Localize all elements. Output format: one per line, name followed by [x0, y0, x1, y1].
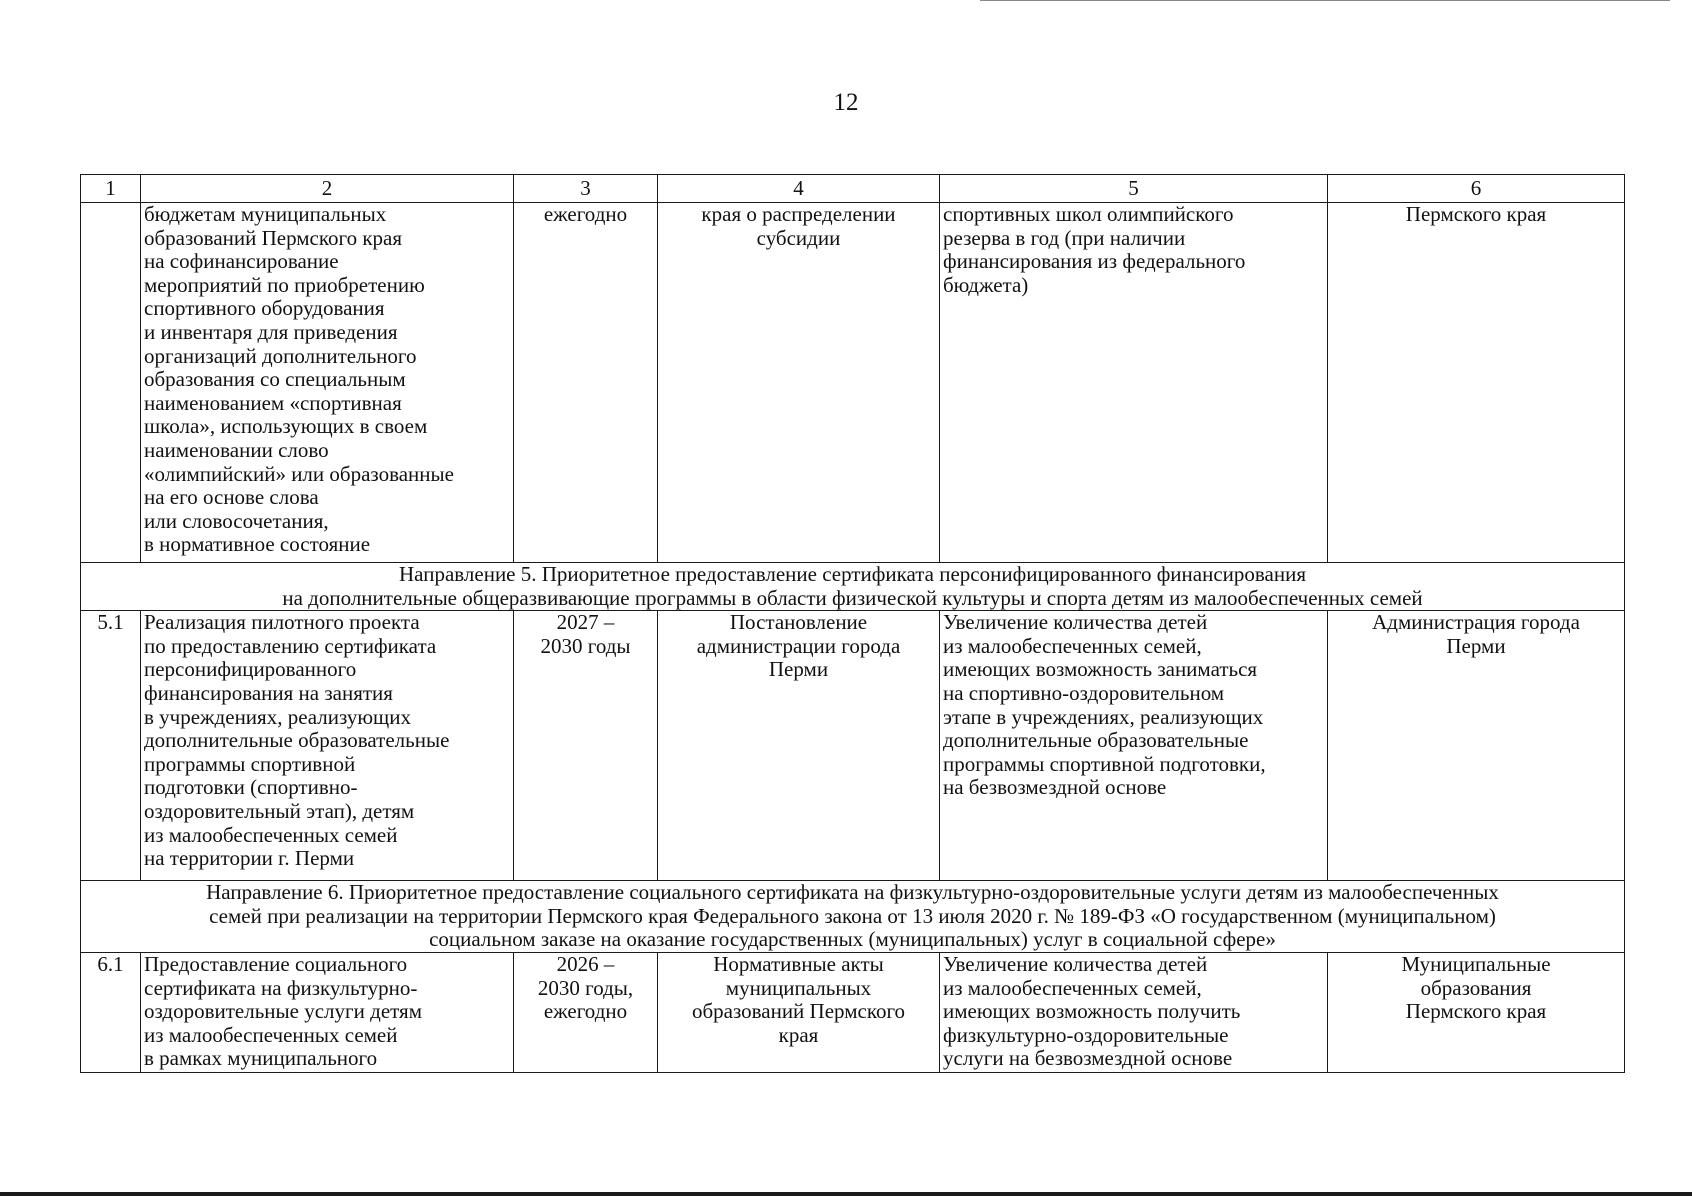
section-6-heading: [81, 881, 1625, 953]
cell-deadline: [514, 203, 658, 563]
measure-text-line: по предоставлению сертификата: [144, 633, 437, 658]
cell-responsible: [1328, 611, 1625, 881]
measure-text-line: Реализация пилотного проекта: [144, 610, 420, 635]
responsible-text-line: Перми: [1446, 633, 1506, 658]
measure-text-line: наименовании слово: [144, 437, 329, 462]
cell-responsible: [1328, 203, 1625, 563]
page-number: 12: [833, 89, 859, 116]
responsible-text-line: Пермского края: [1405, 999, 1547, 1024]
cell-result: [940, 952, 1328, 1072]
measure-text-line: мероприятий по приобретению: [144, 272, 425, 297]
result-text-line: резерва в год (при наличии: [943, 225, 1186, 250]
measure-text-line: или словосочетания,: [144, 508, 329, 533]
section-6-heading-line: Направление 6. Приоритетное предоставление социального сертификата на физкультурно-оздоровительные услуги детям из малообеспеченных: [206, 880, 1499, 905]
responsible-text-line: образования: [1420, 975, 1532, 1000]
document-text-line: муниципальных: [725, 975, 872, 1000]
cell-measure: [141, 952, 514, 1072]
header-col-3: 3: [514, 175, 658, 203]
deadline-text-line: 2027 –: [556, 610, 615, 635]
measure-text-line: в нормативное состояние: [144, 532, 371, 557]
result-text-line: Увеличение количества детей: [943, 952, 1208, 976]
table-row-6-1: [81, 952, 1625, 1072]
result-text-line: этапе в учреждениях, реализующих: [943, 704, 1264, 729]
result-text-line: Увеличение количества детей: [943, 610, 1208, 635]
deadline-text-line: 2026 –: [556, 952, 615, 976]
document-text-line: края: [778, 1022, 819, 1047]
cell-document: [658, 952, 940, 1072]
result-text-line: дополнительные образовательные: [943, 728, 1249, 753]
cell-result: [940, 203, 1328, 563]
measure-text-line: из малообеспеченных семей: [144, 822, 398, 847]
measure-text-line: из малообеспеченных семей: [144, 1022, 398, 1047]
section-6-heading-line: семей при реализации на территории Пермского края Федерального закона от 13 июля 2020 г. № 189-ФЗ «О государственном (муниципальном): [209, 903, 1496, 928]
result-text-line: услуги на безвозмездной основе: [943, 1046, 1233, 1071]
measure-text-line: и инвентаря для приведения: [144, 319, 398, 344]
measure-text-line: финансирования на занятия: [144, 680, 393, 705]
measure-text-line: Предоставление социального: [144, 952, 408, 976]
cell-document: [658, 203, 940, 563]
result-text-line: из малообеспеченных семей,: [943, 633, 1202, 658]
measure-text-line: бюджетам муниципальных: [144, 202, 387, 226]
table-row-5-1: [81, 611, 1625, 881]
measure-text-line: в учреждениях, реализующих: [144, 704, 411, 729]
section-5-heading-line: Направление 5. Приоритетное предоставление сертификата персонифицированного финансирования: [399, 562, 1306, 586]
cell-measure: [141, 203, 514, 563]
result-text-line: спортивных школ олимпийского: [943, 202, 1234, 226]
section-heading-row-6: [81, 881, 1625, 953]
deadline-text-line: 2030 годы: [540, 633, 631, 658]
document-text-line: администрации города: [696, 633, 901, 658]
table-header-row: [81, 175, 1625, 203]
measure-text-line: оздоровительный этап), детям: [144, 798, 415, 823]
cell-deadline: [514, 611, 658, 881]
responsible-text-line: Муниципальные: [1401, 952, 1551, 976]
cell-deadline: [514, 952, 658, 1072]
measure-text-line: оздоровительные услуги детям: [144, 999, 422, 1024]
measure-text-line: подготовки (спортивно-: [144, 775, 358, 800]
measure-text-line: на софинансирование: [144, 249, 339, 274]
deadline-text-line: ежегодно: [543, 202, 628, 226]
responsible-text-line: Администрация города: [1372, 610, 1580, 635]
top-scan-rule: [980, 0, 1670, 1]
result-text-line: из малообеспеченных семей,: [943, 975, 1202, 1000]
measure-text-line: спортивного оборудования: [144, 296, 385, 321]
header-col-5: 5: [940, 175, 1328, 203]
header-col-2: 2: [141, 175, 514, 203]
header-col-1: 1: [81, 175, 141, 203]
measure-text-line: дополнительные образовательные: [144, 728, 450, 753]
cell-number: [81, 203, 141, 563]
result-text-line: финансирования из федерального: [943, 249, 1246, 274]
document-text-line: Перми: [768, 657, 829, 682]
measure-text-line: образований Пермского края: [144, 225, 403, 250]
measure-text-line: наименованием «спортивная: [144, 390, 402, 415]
measure-text-line: школа», использующих в своем: [144, 414, 428, 439]
cell-measure: [141, 611, 514, 881]
document-text-line: субсидии: [756, 225, 841, 250]
cell-number: 6.1: [81, 952, 141, 1072]
measure-text-line: образования со специальным: [144, 367, 406, 392]
measure-text-line: на его основе слова: [144, 485, 319, 510]
section-5-heading-line: на дополнительные общеразвивающие программы в области физической культуры и спорта детям из малообеспеченных семей: [282, 585, 1423, 610]
section-5-heading: [81, 563, 1625, 611]
responsible-text-line: Пермского края: [1405, 202, 1547, 226]
cell-number: 5.1: [81, 611, 141, 881]
measure-text-line: сертификата на физкультурно-: [144, 975, 418, 1000]
table-row-continued: [81, 203, 1625, 563]
header-col-4: 4: [658, 175, 940, 203]
measure-text-line: программы спортивной: [144, 751, 356, 776]
result-text-line: имеющих возможность заниматься: [943, 657, 1258, 682]
measure-text-line: персонифицированного: [144, 657, 357, 682]
result-text-line: бюджета): [943, 272, 1029, 297]
measure-text-line: «олимпийский» или образованные: [144, 461, 454, 486]
document-text-line: края о распределении: [701, 202, 896, 226]
cell-result: [940, 611, 1328, 881]
measure-text-line: в рамках муниципального: [144, 1046, 378, 1071]
bottom-scan-rule: [0, 1192, 1692, 1196]
measure-text-line: организаций дополнительного: [144, 343, 417, 368]
measure-text-line: на территории г. Перми: [144, 846, 355, 871]
cell-responsible: [1328, 952, 1625, 1072]
result-text-line: на безвозмездной основе: [943, 775, 1167, 800]
cell-document: [658, 611, 940, 881]
header-col-6: 6: [1328, 175, 1625, 203]
deadline-text-line: ежегодно: [543, 999, 628, 1024]
document-text-line: Постановление: [729, 610, 868, 635]
document-text-line: образований Пермского: [691, 999, 906, 1024]
section-6-heading-line: социальном заказе на оказание государственных (муниципальных) услуг в социальной сфере»: [429, 927, 1276, 952]
result-text-line: программы спортивной подготовки,: [943, 751, 1266, 776]
measures-table: [80, 174, 1625, 1073]
section-heading-row-5: [81, 563, 1625, 611]
deadline-text-line: 2030 годы,: [537, 975, 634, 1000]
document-text-line: Нормативные акты: [713, 952, 884, 976]
result-text-line: физкультурно-оздоровительные: [943, 1022, 1229, 1047]
result-text-line: имеющих возможность получить: [943, 999, 1241, 1024]
result-text-line: на спортивно-оздоровительном: [943, 680, 1225, 705]
